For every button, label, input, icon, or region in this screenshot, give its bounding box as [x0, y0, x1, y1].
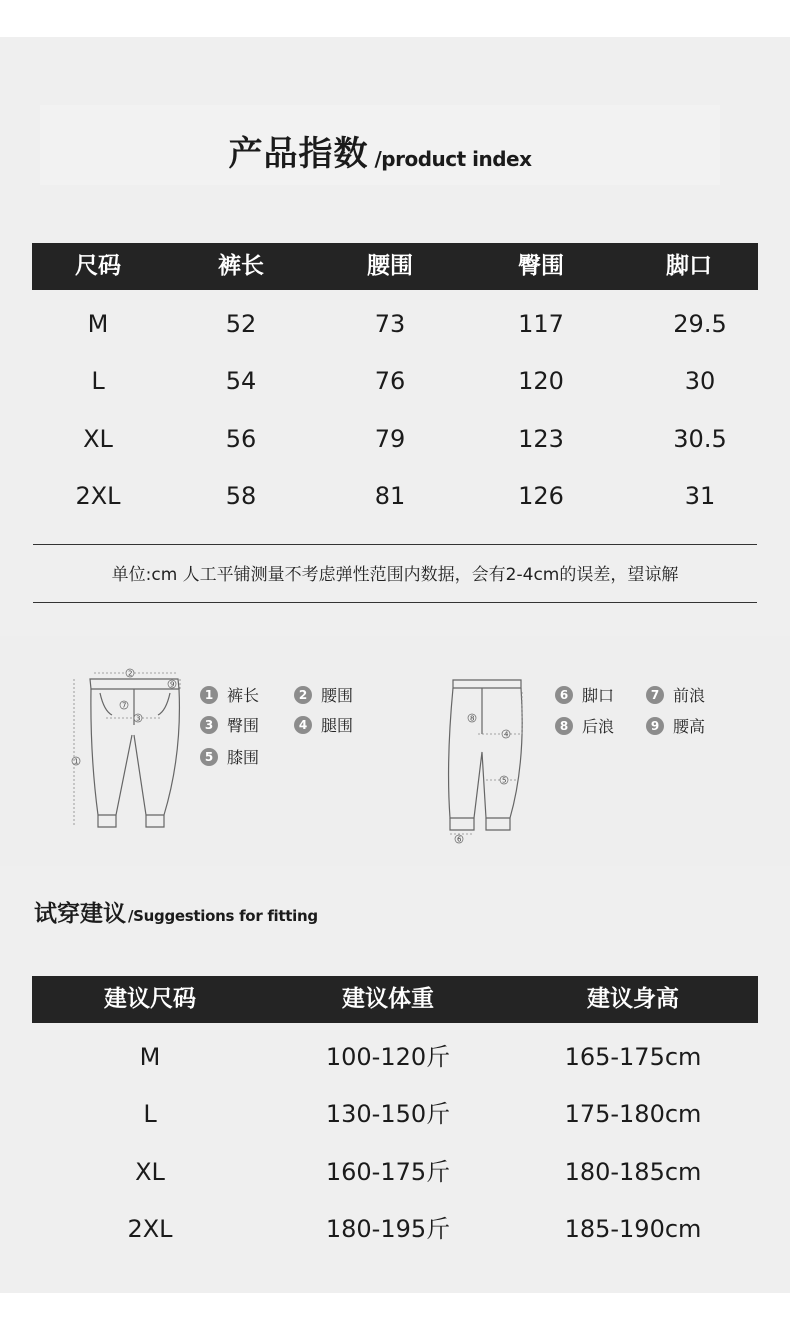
col-header-hem: 脚口	[666, 253, 712, 279]
legend-item	[555, 714, 614, 737]
cell-length: 54	[225, 367, 257, 395]
legend-number: 2	[294, 686, 312, 704]
legend-item	[646, 714, 705, 737]
svg-text:8: 8	[470, 714, 475, 723]
cell-size: XL	[83, 425, 113, 453]
legend-label: 后浪	[582, 717, 615, 736]
legend-label: 膝围	[227, 748, 260, 767]
measurement-note: 单位:cm 人工平铺测量不考虑弹性范围内数据，会有2-4cm的误差，望谅解	[111, 565, 679, 585]
legend-item	[200, 683, 259, 706]
svg-text:3: 3	[136, 714, 141, 723]
cell-rec-weight: 100-120斤	[325, 1043, 451, 1071]
cell-rec-height: 180-185cm	[564, 1158, 702, 1186]
cell-rec-height: 165-175cm	[564, 1043, 702, 1071]
cell-hip: 117	[518, 310, 564, 338]
pants-front-icon	[60, 665, 190, 840]
cell-rec-weight: 180-195斤	[325, 1215, 451, 1243]
col-header-hip: 臀围	[518, 253, 564, 279]
cell-length: 56	[225, 425, 257, 453]
legend-item	[294, 713, 353, 736]
legend-number: 4	[294, 716, 312, 734]
svg-text:7: 7	[122, 701, 127, 710]
svg-text:5: 5	[502, 776, 507, 785]
svg-text:9: 9	[170, 680, 175, 689]
legend-label: 脚口	[582, 686, 615, 705]
title-chinese: 产品指数	[228, 134, 369, 174]
legend-label: 腿围	[321, 716, 354, 735]
col-header-waist: 腰围	[367, 253, 413, 279]
svg-text:1: 1	[74, 757, 79, 766]
divider-bottom	[33, 602, 757, 603]
legend-number: 1	[200, 686, 218, 704]
legend-number: 8	[555, 717, 573, 735]
legend-label: 前浪	[673, 686, 706, 705]
cell-hem: 30.5	[673, 425, 727, 453]
svg-text:4: 4	[504, 730, 509, 739]
cell-waist: 79	[374, 425, 406, 453]
cell-rec-weight: 130-150斤	[325, 1100, 451, 1128]
col-header-size: 尺码	[75, 253, 121, 279]
cell-waist: 81	[374, 482, 406, 510]
cell-hem: 31	[684, 482, 716, 510]
col-header-length: 裤长	[218, 253, 264, 279]
fitting-table-header	[32, 976, 758, 1023]
pants-side-icon	[438, 672, 538, 848]
suggestions-title-chinese: 试穿建议	[34, 901, 126, 927]
col-header-rec-height: 建议身高	[587, 986, 679, 1012]
title-english: /product index	[374, 147, 532, 171]
cell-size: L	[91, 367, 105, 395]
svg-text:6: 6	[457, 835, 462, 844]
cell-rec-height: 175-180cm	[564, 1100, 702, 1128]
cell-rec-height: 185-190cm	[564, 1215, 702, 1243]
legend-label: 腰围	[321, 686, 354, 705]
legend-number: 7	[646, 686, 664, 704]
legend-label: 臀围	[227, 716, 260, 735]
col-header-rec-size: 建议尺码	[104, 986, 196, 1012]
cell-rec-weight: 160-175斤	[325, 1158, 451, 1186]
legend-number: 3	[200, 716, 218, 734]
col-header-rec-weight: 建议体重	[342, 986, 434, 1012]
legend-number: 5	[200, 748, 218, 766]
legend-item	[200, 745, 259, 768]
page-title	[40, 105, 720, 185]
svg-text:2: 2	[128, 669, 133, 678]
cell-waist: 73	[374, 310, 406, 338]
cell-hip: 123	[518, 425, 564, 453]
legend-item	[646, 683, 705, 706]
size-table-header	[32, 243, 758, 290]
cell-size: M	[87, 310, 109, 338]
cell-length: 58	[225, 482, 257, 510]
legend-number: 9	[646, 717, 664, 735]
cell-rec-size: L	[143, 1100, 157, 1128]
cell-hem: 30	[684, 367, 716, 395]
legend-item	[294, 683, 353, 706]
suggestions-title-english: /Suggestions for fitting	[128, 907, 318, 925]
cell-size: 2XL	[75, 482, 121, 510]
legend-item	[200, 713, 259, 736]
cell-hem: 29.5	[673, 310, 727, 338]
cell-length: 52	[225, 310, 257, 338]
cell-rec-size: M	[139, 1043, 161, 1071]
legend-number: 6	[555, 686, 573, 704]
cell-waist: 76	[374, 367, 406, 395]
suggestions-title	[34, 895, 318, 928]
divider-top	[33, 544, 757, 545]
legend-item	[555, 683, 614, 706]
cell-rec-size: 2XL	[127, 1215, 173, 1243]
legend-label: 腰高	[673, 717, 706, 736]
cell-hip: 126	[518, 482, 564, 510]
cell-rec-size: XL	[135, 1158, 165, 1186]
legend-label: 裤长	[227, 686, 260, 705]
cell-hip: 120	[518, 367, 564, 395]
